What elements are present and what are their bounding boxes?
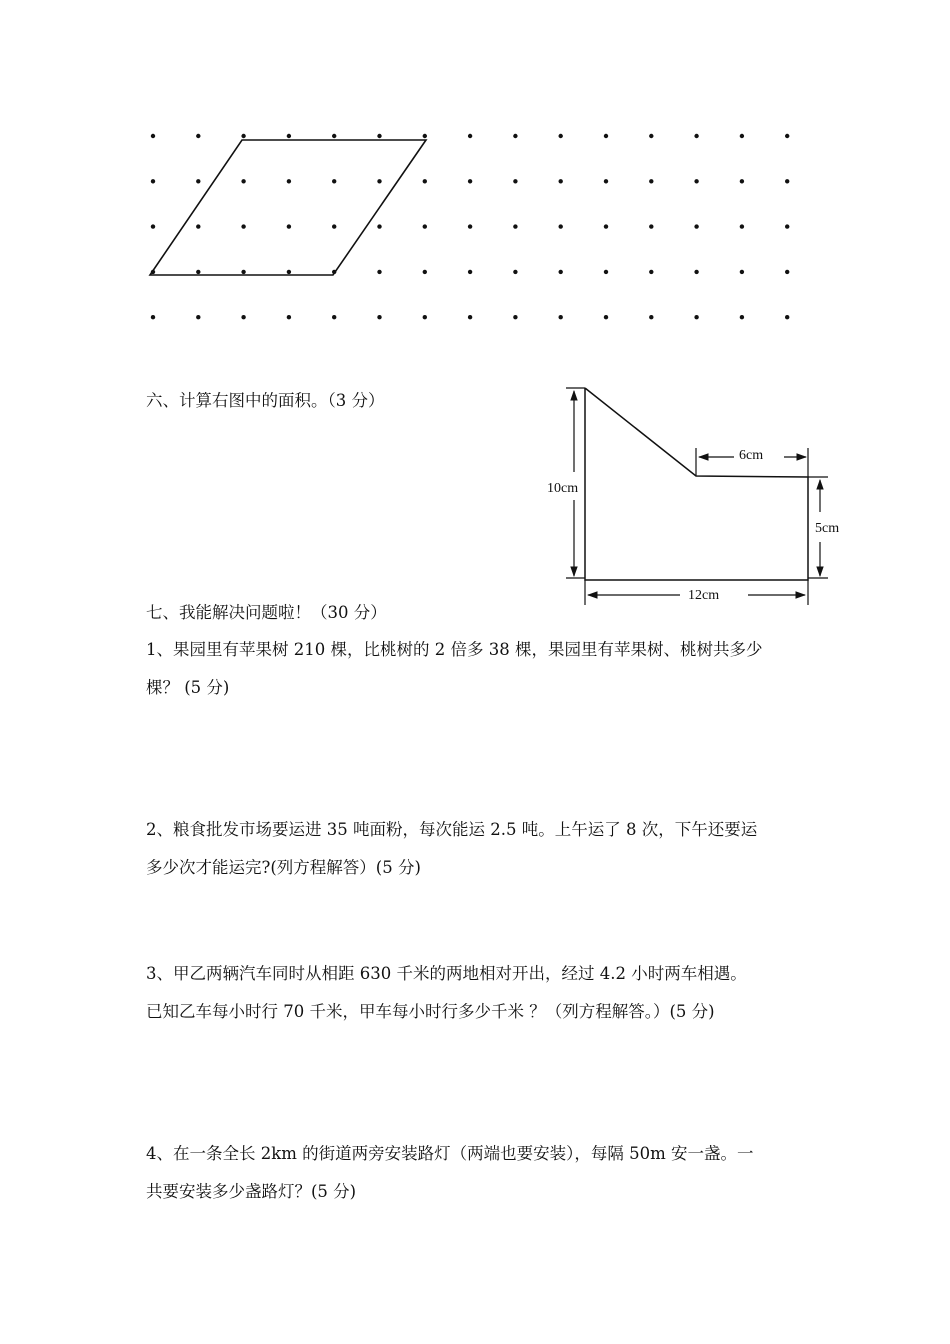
question4-line1: 4、在一条全长 2km 的街道两旁安装路灯（两端也要安装），每隔 50m 安一盏。一 <box>146 1144 754 1163</box>
question2-line1: 2、粮食批发市场要运进 35 吨面粉，每次能运 2.5 吨。上午运了 8 次，下午还要运 <box>146 820 758 839</box>
question2-line2: 多少次才能运完?(列方程解答）(5 分) <box>146 858 421 877</box>
question3-line2: 已知乙车每小时行 70 千米，甲车每小时行多少千米 ？（列方程解答。）(5 分) <box>146 1002 715 1021</box>
section7-heading: 七、我能解决问题啦！（30 分） <box>146 603 387 622</box>
question1-line1: 1、果园里有苹果树 210 棵，比桃树的 2 倍多 38 棵，果园里有苹果树、桃树共多少 <box>146 640 763 659</box>
figure-outline <box>585 388 808 580</box>
label-10cm: 10cm <box>547 481 579 496</box>
section6-heading: 六、计算右图中的面积。（3 分） <box>146 391 385 410</box>
label-12cm: 12cm <box>688 588 720 603</box>
label-5cm: 5cm <box>815 521 840 536</box>
question1-line2: 棵？ (5 分) <box>146 678 230 697</box>
question3-line1: 3、甲乙两辆汽车同时从相距 630 千米的两地相对开出，经过 4.2 小时两车相遇。 <box>146 964 747 983</box>
question4-line2: 共要安装多少盏路灯？(5 分) <box>146 1182 357 1201</box>
area-figure <box>0 0 950 620</box>
label-6cm: 6cm <box>739 448 764 463</box>
